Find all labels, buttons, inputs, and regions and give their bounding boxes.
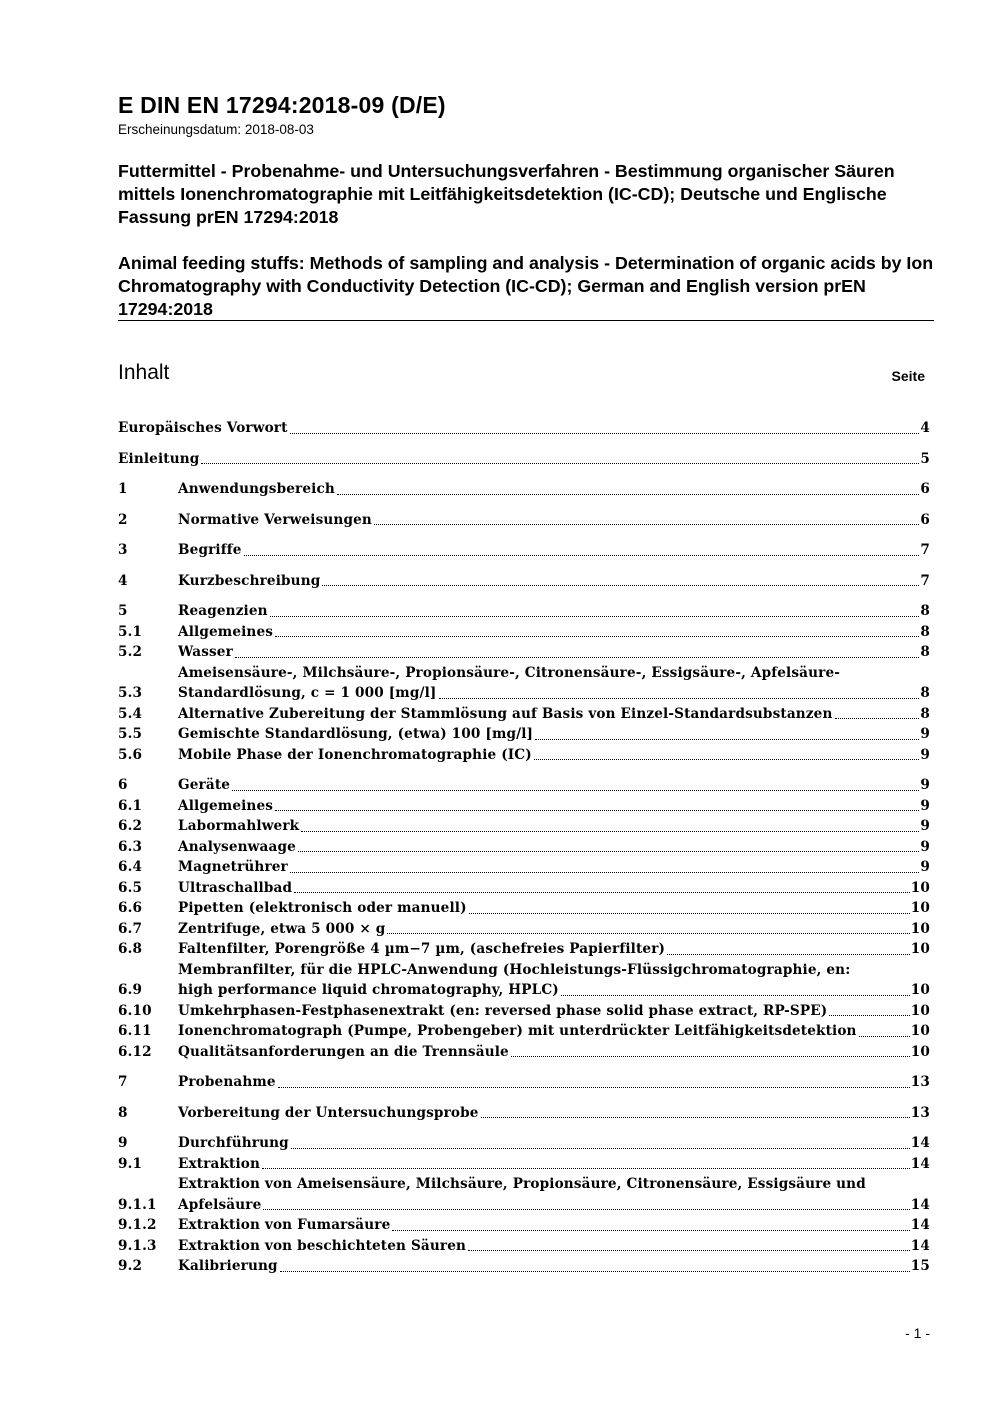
toc-entry-page: 10 [910,879,930,896]
toc-entry[interactable] [118,663,930,704]
toc-entry-page: 9 [920,726,930,742]
toc-entry-page: 8 [920,603,930,619]
toc-entry-title: Extraktion von Fumarsäure [178,1217,391,1233]
toc-dot-leader [387,933,909,934]
toc-entry-page: 8 [920,623,930,640]
toc-entry-page: 6 [920,511,930,528]
toc-dot-leader [291,1148,910,1149]
toc-dot-leader [294,892,910,893]
toc-entry-title: Allgemeines [178,623,274,640]
toc-entry-title: Analysenwaage [178,838,296,855]
toc-entry-page: 14 [910,1196,930,1213]
toc-entry-title: Mobile Phase der Ionenchromatographie (IC) [178,746,532,763]
toc-entry[interactable] [118,704,930,725]
toc-entry[interactable] [118,449,930,470]
toc-heading: Inhalt [118,361,170,384]
toc-entry-page: 14 [910,1135,930,1151]
toc-entry-title: Wasser [178,644,233,660]
toc-dot-leader [374,524,919,525]
toc-entry[interactable] [118,1256,930,1277]
toc-entry[interactable] [118,745,930,766]
toc-entry-page: 9 [920,838,930,855]
toc-entry-page: 14 [910,1155,930,1172]
toc-entry-number: 6.9 [118,982,143,998]
toc-dot-leader [270,616,920,617]
table-of-contents [118,418,930,1277]
title-german: Futtermittel - Probenahme- und Untersuchungsverfahren - Bestimmung organischer Säuren mittels Ionenchromatographie mit Leitfähigkeitsdetektion (IC-CD); Deutsche und Englische Fassung prEN 17294:2018 [118,161,895,227]
toc-dot-leader [290,433,920,434]
toc-entry-title: Anwendungsbereich [178,481,335,497]
toc-dot-leader [337,494,919,495]
toc-entry-number: 6.4 [118,859,143,875]
toc-entry-title: Reagenzien [178,603,268,619]
toc-entry[interactable] [118,878,930,899]
toc-dot-leader [535,739,919,740]
toc-entry-page: 8 [920,644,930,660]
toc-entry-title-continued: Standardlösung, c = 1 000 [mg/l] [178,685,437,701]
toc-dot-leader [859,1036,910,1037]
toc-entry-title: Probenahme [178,1074,276,1090]
toc-entry-number: 6.10 [118,1002,152,1019]
toc-dot-leader [278,1087,910,1088]
toc-entry-title: Europäisches Vorwort [118,420,288,436]
toc-entry-number: 6.3 [118,838,143,855]
toc-dot-leader [275,636,919,637]
toc-entry-page: 10 [910,1023,930,1039]
toc-entry-page: 10 [910,900,930,916]
toc-entry[interactable] [118,479,930,500]
toc-entry[interactable] [118,1215,930,1236]
toc-entry-number: 5.1 [118,623,143,640]
toc-entry-number: 6.2 [118,818,143,834]
toc-entry-number: 6.5 [118,879,143,896]
toc-entry-number: 5.4 [118,705,143,722]
toc-entry[interactable] [118,796,930,817]
toc-dot-leader [235,657,919,658]
toc-entry-title: Ultraschallbad [178,879,293,896]
toc-dot-leader [244,555,920,556]
toc-entry[interactable] [118,898,930,919]
toc-entry[interactable] [118,857,930,878]
toc-entry[interactable] [118,1021,930,1042]
toc-entry-title: Faltenfilter, Porengröße 4 µm−7 µm, (aschefreies Papierfilter) [178,941,666,957]
toc-entry-title: Kalibrierung [178,1258,278,1274]
document-code: E DIN EN 17294:2018-09 (D/E) [118,92,446,118]
toc-entry-number: 5.2 [118,644,143,660]
toc-entry[interactable] [118,1072,930,1093]
toc-entry-title: Einleitung [118,450,200,467]
toc-entry[interactable] [118,837,930,858]
toc-entry-title: Extraktion von beschichteten Säuren [178,1237,467,1254]
toc-dot-leader [263,1209,909,1210]
toc-entry-title: Allgemeines [178,797,274,814]
toc-entry-page: 9 [920,777,930,793]
toc-entry-page: 10 [910,941,930,957]
toc-entry-number: 9 [118,1135,128,1151]
title-divider [118,320,934,321]
toc-entry-page: 15 [910,1258,930,1274]
toc-entry-title: Alternative Zubereitung der Stammlösung auf Basis von Einzel-Standardsubstanzen [178,705,833,722]
toc-entry[interactable] [118,816,930,837]
toc-entry-number: 5.6 [118,746,143,763]
toc-entry[interactable] [118,775,930,796]
toc-dot-leader [280,1271,910,1272]
toc-entry-number: 6 [118,777,128,793]
toc-entry[interactable] [118,1103,930,1124]
toc-entry[interactable] [118,642,930,663]
toc-entry-number: 3 [118,542,128,558]
toc-entry[interactable] [118,960,930,1001]
toc-entry-number: 5.5 [118,726,143,742]
toc-dot-leader [511,1056,910,1057]
toc-entry[interactable] [118,601,930,622]
title-english: Animal feeding stuffs: Methods of sampling and analysis - Determination of organic acids by Ion Chromatography with Conductivity Detection (IC-CD); German and English version prEN 17294:2018 [118,253,934,319]
toc-entry-page: 5 [920,450,930,467]
toc-dot-leader [667,954,910,955]
toc-entry-title: Magnetrührer [178,859,288,875]
toc-entry-number: 6.7 [118,920,143,937]
toc-entry-page: 13 [910,1074,930,1090]
toc-dot-leader [835,718,920,719]
toc-entry-page: 7 [920,572,930,589]
toc-entry-number: 6.8 [118,941,143,957]
toc-entry-number: 6.6 [118,900,143,916]
toc-entry-title: Umkehrphasen-Festphasenextrakt (en: reversed phase solid phase extract, RP-SPE) [178,1002,828,1019]
toc-entry-title: Vorbereitung der Untersuchungsprobe [178,1104,479,1121]
toc-entry[interactable] [118,1001,930,1022]
toc-entry-number: 4 [118,572,128,589]
toc-entry[interactable] [118,1133,930,1154]
toc-entry-title-continued: Apfelsäure [178,1196,262,1213]
toc-entry-page: 8 [920,685,930,701]
toc-dot-leader [534,759,920,760]
toc-entry-page: 10 [910,982,930,998]
toc-entry-page: 14 [910,1217,930,1233]
toc-entry-page: 6 [920,481,930,497]
toc-entry-number: 5.3 [118,685,143,701]
toc-dot-leader [439,698,920,699]
toc-dot-leader [275,810,919,811]
toc-entry-number: 9.1.1 [118,1196,157,1213]
toc-entry-title-continued: high performance liquid chromatography, HPLC) [178,982,559,998]
toc-entry[interactable] [118,1236,930,1257]
toc-entry[interactable] [118,1174,930,1215]
toc-entry-number: 6.12 [118,1043,152,1060]
toc-dot-leader [469,913,910,914]
toc-entry-title: Durchführung [178,1135,289,1151]
toc-dot-leader [561,995,910,996]
toc-entry-page: 8 [920,705,930,722]
toc-dot-leader [392,1230,909,1231]
toc-entry[interactable] [118,939,930,960]
toc-entry[interactable] [118,510,930,531]
toc-entry-number: 9.2 [118,1258,143,1274]
toc-entry-page: 4 [920,420,930,436]
footer-page-number: - 1 - [905,1325,930,1341]
toc-entry-page: 13 [910,1104,930,1121]
toc-entry-title: Gemischte Standardlösung, (etwa) 100 [mg/l] [178,726,534,742]
toc-entry[interactable] [118,1042,930,1063]
toc-entry-title: Ameisensäure-, Milchsäure-, Propionsäure-, Citronensäure-, Essigsäure-, Apfelsäure- [178,664,841,681]
toc-entry-page: 10 [910,1043,930,1060]
toc-entry-number: 7 [118,1074,128,1090]
toc-entry-title: Pipetten (elektronisch oder manuell) [178,900,467,916]
toc-entry-number: 8 [118,1104,128,1121]
toc-entry-title: Qualitätsanforderungen an die Trennsäule [178,1043,509,1060]
toc-entry-page: 7 [920,542,930,558]
toc-dot-leader [481,1117,910,1118]
toc-entry-title: Zentrifuge, etwa 5 000 × g [178,920,386,937]
toc-entry-page: 10 [910,920,930,937]
toc-entry[interactable] [118,1154,930,1175]
toc-entry-number: 5 [118,603,128,619]
toc-entry-page: 9 [920,797,930,814]
toc-dot-leader [201,463,919,464]
toc-entry-page: 9 [920,859,930,875]
toc-entry-title: Extraktion [178,1155,261,1172]
toc-entry[interactable] [118,540,930,561]
toc-dot-leader [290,872,920,873]
toc-entry-title: Extraktion von Ameisensäure, Milchsäure, Propionsäure, Citronensäure, Essigsäure und [178,1176,866,1192]
toc-dot-leader [232,790,919,791]
toc-entry-title: Membranfilter, für die HPLC-Anwendung (Hochleistungs-Flüssigchromatographie, en: [178,961,851,978]
toc-entry-number: 9.1 [118,1155,143,1172]
toc-entry-title: Labormahlwerk [178,818,300,834]
toc-dot-leader [298,851,919,852]
toc-dot-leader [262,1168,910,1169]
toc-entry-number: 1 [118,481,128,497]
toc-dot-leader [468,1250,910,1251]
toc-entry-page: 9 [920,818,930,834]
toc-entry[interactable] [118,622,930,643]
toc-entry[interactable] [118,724,930,745]
toc-entry-page: 10 [910,1002,930,1019]
toc-dot-leader [829,1015,909,1016]
toc-entry-page: 9 [920,746,930,763]
toc-entry-title: Geräte [178,777,231,793]
toc-entry[interactable] [118,418,930,439]
publication-date: Erscheinungsdatum: 2018-08-03 [118,122,314,137]
toc-entry[interactable] [118,571,930,592]
toc-entry-number: 9.1.3 [118,1237,157,1254]
toc-dot-leader [301,831,919,832]
toc-entry-number: 2 [118,511,128,528]
toc-entry-title: Ionenchromatograph (Pumpe, Probengeber) mit unterdrückter Leitfähigkeitsdetektion [178,1023,857,1039]
toc-entry-number: 6.1 [118,797,143,814]
toc-entry-title: Normative Verweisungen [178,511,372,528]
toc-entry-number: 6.11 [118,1023,152,1039]
toc-entry-title: Kurzbeschreibung [178,572,321,589]
toc-entry[interactable] [118,919,930,940]
toc-dot-leader [322,585,919,586]
toc-entry-title: Begriffe [178,542,242,558]
toc-page-label: Seite [891,368,925,384]
toc-entry-number: 9.1.2 [118,1217,157,1233]
toc-entry-page: 14 [910,1237,930,1254]
